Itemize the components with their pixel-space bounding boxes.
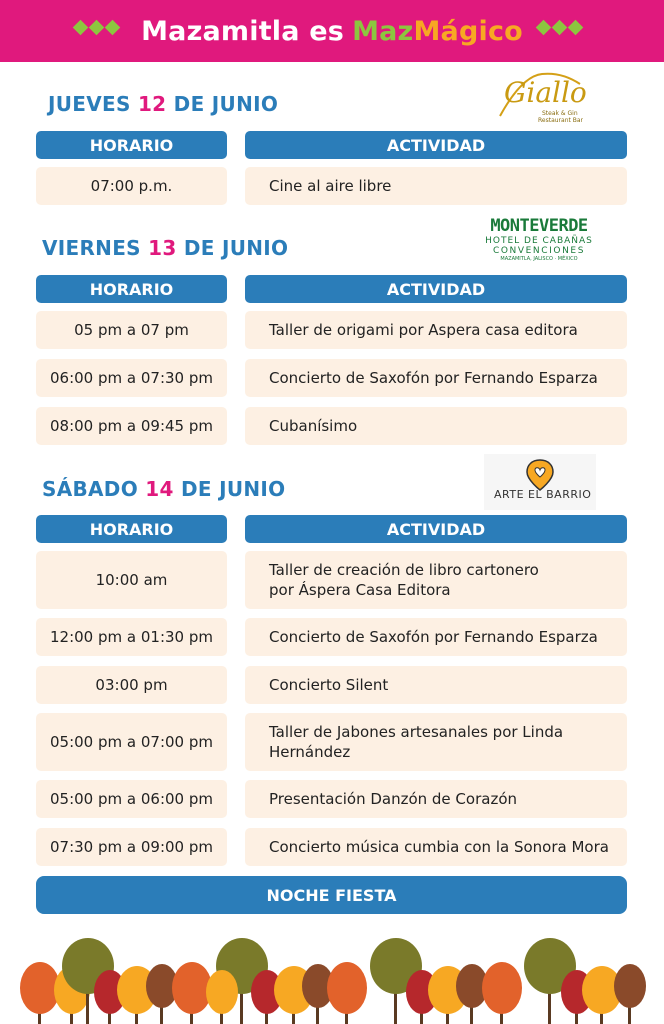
schedule-activity: Cine al aire libre: [245, 167, 627, 205]
schedule-activity: [245, 551, 627, 609]
tree-icon: [614, 964, 646, 1024]
schedule-activity: Concierto de Saxofón por Fernando Esparza: [245, 359, 627, 397]
monteverde-logo-line3: MAZAMITLA, JALISCO · MÉXICO: [500, 256, 578, 262]
day-title-viernes: [42, 236, 288, 260]
day-suffix: DE JUNIO: [180, 477, 286, 501]
header-horario: HORARIO: [36, 515, 227, 543]
schedule-time: 08:00 pm a 09:45 pm: [36, 407, 227, 445]
schedule-activity: Presentación Danzón de Corazón: [245, 780, 627, 818]
schedule-activity-line1: Taller de Jabones artesanales por Linda: [269, 723, 564, 741]
monteverde-logo-line2: CONVENCIONES: [492, 246, 586, 256]
map-pin-heart-icon: [484, 454, 596, 510]
day-suffix: DE JUNIO: [183, 236, 289, 260]
schedule-time: 05:00 pm a 06:00 pm: [36, 780, 227, 818]
header-horario: HORARIO: [36, 131, 227, 159]
schedule-activity: Taller de origami por Aspera casa editora: [245, 311, 627, 349]
arte-el-barrio-logo: [484, 454, 596, 510]
title-part-1: Mazamitla es: [141, 15, 345, 47]
schedule-time: 03:00 pm: [36, 666, 227, 704]
page-title: [0, 0, 664, 62]
autumn-trees-decoration: [0, 930, 664, 1024]
tree-icon: [206, 970, 238, 1024]
header-actividad: ACTIVIDAD: [245, 275, 627, 303]
noche-fiesta-banner: NOCHE FIESTA: [36, 876, 627, 914]
schedule-activity-line1: Taller de creación de libro cartonero: [269, 561, 539, 579]
schedule-activity-line2: por Áspera Casa Editora: [269, 581, 451, 599]
monteverde-logo-name: MONTEVERDE: [490, 216, 588, 236]
header-actividad: ACTIVIDAD: [245, 131, 627, 159]
schedule-activity: Concierto música cumbia con la Sonora Mora: [245, 828, 627, 866]
header-actividad: ACTIVIDAD: [245, 515, 627, 543]
title-part-2: Maz: [352, 15, 414, 47]
giallo-logo-sub2: Restaurant Bar: [538, 117, 584, 124]
day-title-jueves: [48, 92, 278, 116]
day-title-sabado: [42, 477, 285, 501]
schedule-activity: Concierto de Saxofón por Fernando Esparza: [245, 618, 627, 656]
tree-icon: [172, 962, 212, 1024]
schedule-time: 07:00 p.m.: [36, 167, 227, 205]
arte-logo-name-b: EL BARRIO: [528, 488, 592, 501]
schedule-activity-line2: Hernández: [269, 743, 351, 761]
schedule-time: 10:00 am: [36, 551, 227, 609]
giallo-logo: [492, 66, 592, 128]
schedule-time: 05 pm a 07 pm: [36, 311, 227, 349]
tree-icon: [482, 962, 522, 1024]
giallo-logo-name: Giallo: [504, 76, 587, 109]
schedule-time: 06:00 pm a 07:30 pm: [36, 359, 227, 397]
arte-logo-name-a: ARTE: [494, 488, 525, 501]
monteverde-logo: [480, 216, 598, 270]
day-number: 12: [137, 92, 167, 116]
header-horario: HORARIO: [36, 275, 227, 303]
day-suffix: DE JUNIO: [173, 92, 279, 116]
tree-icon: [327, 962, 367, 1024]
schedule-activity: [245, 713, 627, 771]
tree-icon: [20, 962, 60, 1024]
schedule-activity: Cubanísimo: [245, 407, 627, 445]
day-prefix: VIERNES: [42, 236, 141, 260]
giallo-logo-sub1: Steak & Gin: [542, 110, 578, 117]
day-prefix: SÁBADO: [42, 477, 139, 501]
day-number: 13: [148, 236, 177, 260]
day-number: 14: [145, 477, 174, 501]
monteverde-logo-line1: HOTEL DE CABAÑAS: [485, 236, 593, 246]
title-part-3: Mágico: [413, 15, 523, 47]
schedule-time: 07:30 pm a 09:00 pm: [36, 828, 227, 866]
schedule-activity: Concierto Silent: [245, 666, 627, 704]
day-prefix: JUEVES: [48, 92, 131, 116]
schedule-time: 05:00 pm a 07:00 pm: [36, 713, 227, 771]
schedule-time: 12:00 pm a 01:30 pm: [36, 618, 227, 656]
